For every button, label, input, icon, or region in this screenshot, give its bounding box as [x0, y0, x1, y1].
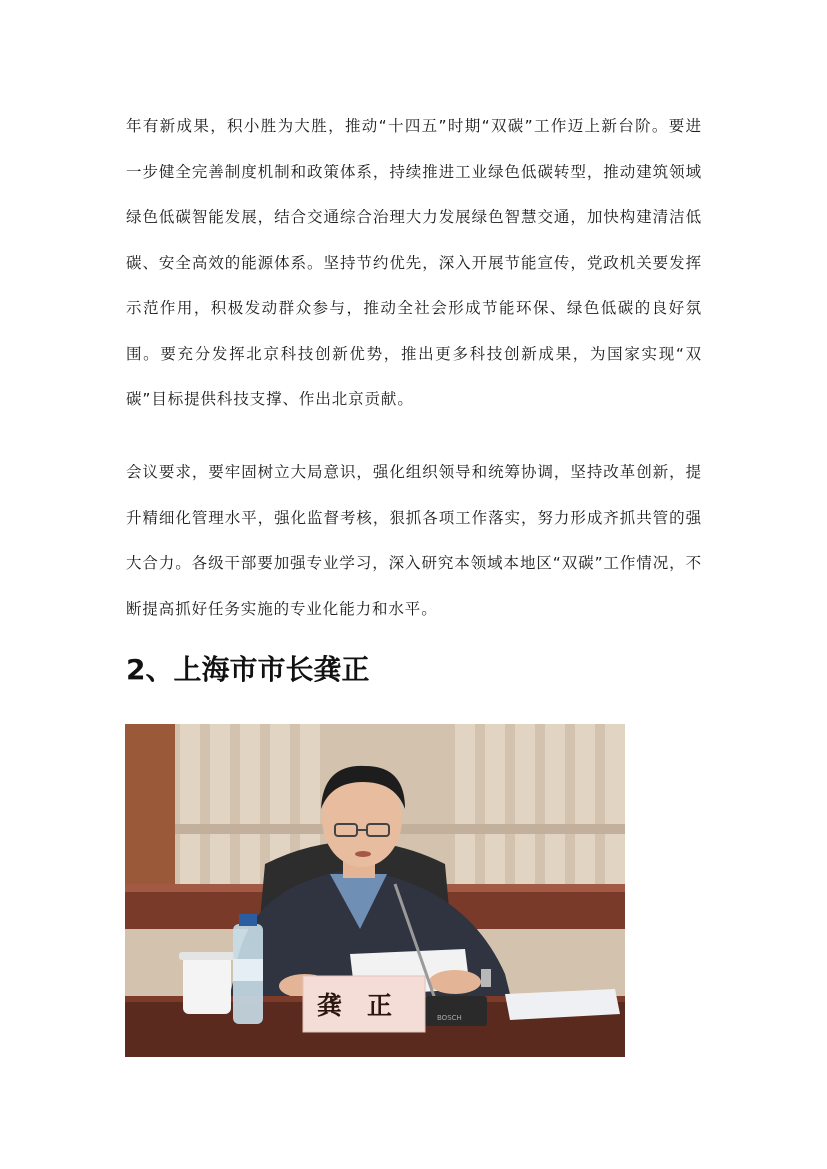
body-paragraph-1: 年有新成果，积小胜为大胜，推动“十四五”时期“双碳”工作迈上新台阶。要进一步健全完善制度机制和政策体系，持续推进工业绿色低碳转型，推动建筑领域绿色低碳智能发展，结合交通综合治理大力发展绿色智慧交通，加快构建清洁低碳、安全高效的能源体系。坚持节约优先，深入开展节能宣传，党政机关要发挥示范作用，积极发动群众参与，推动全社会形成节能环保、绿色低碳的良好氛围。要充分发挥北京科技创新优势，推出更多科技创新成果，为国家实现“双碳”目标提供科技支撑、作出北京贡献。 — [126, 117, 702, 408]
section-heading: 2、上海市市长龚正 — [126, 653, 370, 686]
body-paragraph-2: 会议要求，要牢固树立大局意识，强化组织领导和统筹协调，坚持改革创新，提升精细化管理水平，强化监督考核，狠抓各项工作落实，努力形成齐抓共管的强大合力。各级干部要加强专业学习，深入研究本领域本地区“双碳”工作情况，不断提高抓好任务实施的专业化能力和水平。 — [126, 463, 702, 618]
nameplate: 龚 正 — [317, 991, 393, 1020]
microphone-brand: BOSCH — [437, 1014, 462, 1022]
official-photo — [125, 724, 625, 1057]
